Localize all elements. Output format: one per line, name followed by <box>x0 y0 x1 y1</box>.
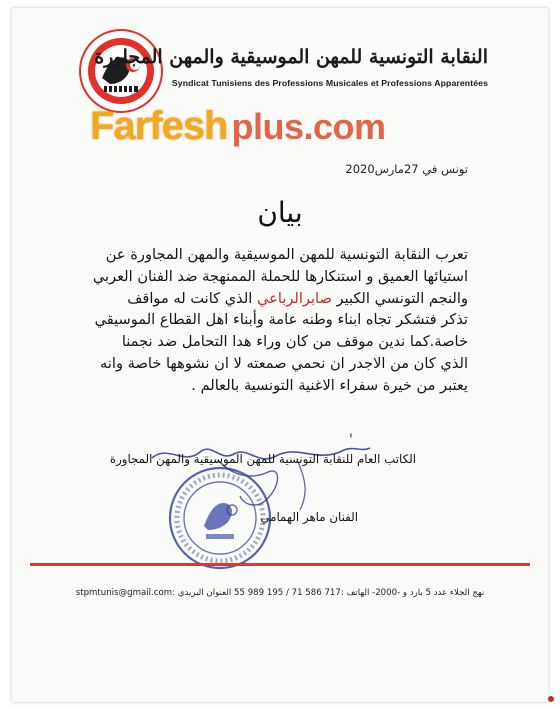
footer-address: نهج الجلاء عدد 5 بارد و -2000- الهاتف :717 586 71 / 195 989 55 العنوان البريدي :stpmtunis@gmail.com <box>75 588 485 598</box>
statement-line <box>88 288 468 310</box>
footer-divider <box>30 563 530 566</box>
statement-line: خاصة.كما ندين موقف من كان وراء هدا التحامل ضد نجمنا <box>121 333 468 351</box>
statement-body <box>88 244 468 397</box>
syndicate-name-french: Syndicat Tunisiens des Professions Musicales et Professions Apparentées <box>171 78 488 88</box>
artist-name-highlight: صابرالرباعي <box>256 289 332 307</box>
syndicate-name-arabic: النقابة التونسية للمهن الموسيقية والمهن المجاورة <box>94 46 488 68</box>
watermark-brand: Farfesh <box>90 104 228 148</box>
syndicate-logo <box>78 28 164 114</box>
statement-line-start: والنجم التونسي الكبير <box>331 289 468 307</box>
watermark <box>90 104 386 149</box>
signatory-name: الفنان ماهر الهمامي <box>260 510 358 524</box>
watermark-suffix: plus.com <box>231 106 386 147</box>
handwritten-signature <box>148 436 378 516</box>
stray-mark: ' <box>349 432 353 448</box>
statement-line-end: الذي كانت له مواقف <box>127 289 257 307</box>
statement-line: تذكر فتشكر تجاه ابناء وطنه عامة وأبناء اهل القطاع الموسيقي <box>94 311 468 329</box>
statement-line: الذي كان من الاجدر ان نحمي صمعته لا ان نشوهها خاصة وانه <box>100 354 468 372</box>
letter-date: تونس في 27مارس2020 <box>345 162 468 176</box>
statement-title: بيان <box>257 196 303 229</box>
statement-line: استيائها العميق و استنكارها للحملة الممنهجة ضد الفنان العربي <box>92 267 468 285</box>
statement-line: يعتبر من خيرة سفراء الاغنية التونسية بالعالم . <box>191 376 468 394</box>
statement-line: تعرب النقابة التونسية للمهن الموسيقية والمهن المجاورة عن <box>105 246 468 263</box>
edge-mark <box>548 696 554 702</box>
signatory-title: الكاتب العام للنقابة التونسية للمهن الموسيقية والمهن المجاورة <box>109 452 416 466</box>
